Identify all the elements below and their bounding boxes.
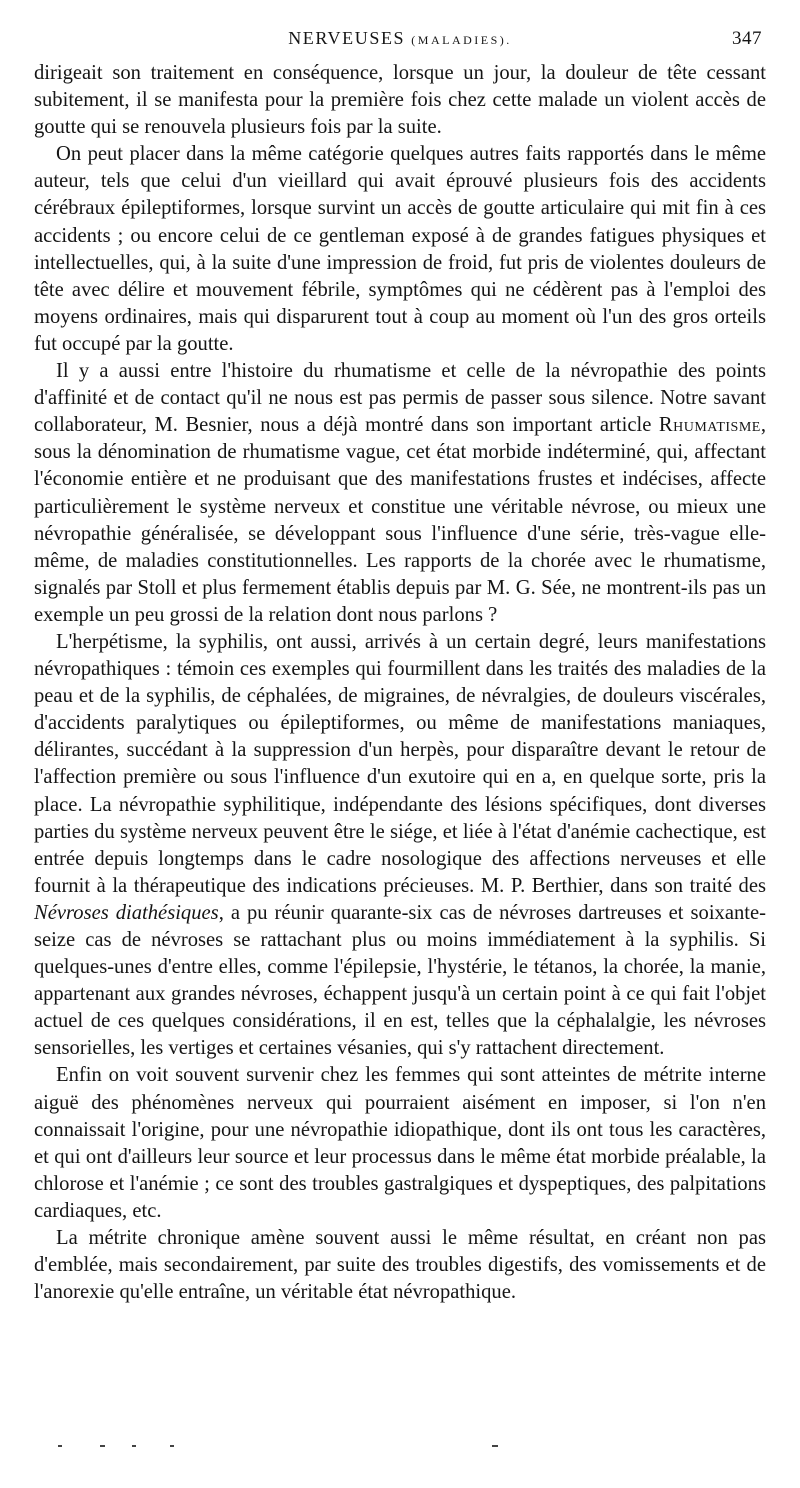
paragraph-text: , a pu réunir quarante-six cas de névroses dartreuses et soixante-seize cas de névroses se rattachant plus ou moins immédiatement à la syphilis. Si quelques-unes d'entre elles, comme l'épilepsie, l'hystérie, le tétanos, la chorée, la manie, appartenant aux grandes névroses, échappent jusqu'à un certain point à ce qui fait l'objet actuel de ces quelques considérations, il en est, telles que la céphalalgie, les névroses sensorielles, les vertiges et certaines vésanies, qui s'y rattachent directement. — [34, 901, 766, 1060]
article-reference: Rhumatisme — [658, 414, 761, 437]
page-number: 347 — [732, 28, 762, 49]
paragraph-text: On peut placer dans la même catégorie quelques autres faits rapportés dans le même auteur, tels que celui d'un vieillard qui avait éprouvé plusieurs fois des accidents cérébraux épileptiformes, lorsque survint un accès de goutte articulaire qui mit fin à ces accidents ; ou encore celui de ce gentleman exposé à de grandes fatigues physiques et intellectuelles, qui, à la suite d'une impression de froid, fut pris de violentes douleurs de tête avec délire et mouvement fébrile, symptômes qui ne cédèrent pas à l'emploi des moyens ordinaires, mais qui disparurent tout à coup au moment où l'un des gros orteils fut occupé par la goutte. — [34, 143, 766, 355]
book-title-italic: Névroses diathésiques — [34, 901, 219, 924]
print-mark — [170, 1445, 174, 1447]
print-mark — [492, 1445, 498, 1447]
running-head-title — [34, 28, 766, 49]
paragraph-continued — [34, 60, 766, 141]
paragraph-goutte — [34, 141, 766, 358]
paragraph-text: L'herpétisme, la syphilis, ont aussi, arrivés à un certain degré, leurs manifestations névropathiques : témoin ces exemples qui fourmillent dans les traités des maladies de la peau et de la syphilis, de céphalées, de migraines, de névralgies, de douleurs viscérales, d'accidents paralytiques ou épileptiformes, ou même de manifestations maniaques, délirantes, succédant à la suppression d'un herpès, pour disparaître devant le retour de l'affection première ou sous l'influence d'un exutoire qui en a, en quelque sorte, pris la place. La névropathie syphilitique, indépendante des lésions spécifiques, dont diverses parties du système nerveux peuvent être le siége, et liée à l'état d'anémie cachectique, est entrée depuis longtemps dans le cadre nosologique des affections nerveuses et elle fournit à la thérapeutique des indications précieuses. M. P. Berthier, dans son traité des — [34, 630, 766, 897]
print-mark — [132, 1445, 136, 1447]
print-mark — [100, 1445, 105, 1447]
paragraph-herpetisme — [34, 629, 766, 1063]
paragraph-text: Il y a aussi entre l'histoire du rhumatisme et celle de la névropathie des points d'affinité et de contact qu'il ne nous est pas permis de passer sous silence. Notre savant collaborateur, M. Besnier, nous a déjà montré dans son important article — [34, 360, 766, 437]
paragraph-metrite-chronique — [34, 1225, 766, 1306]
paragraph-text: dirigeait son traitement en conséquence, lorsque un jour, la douleur de tête cessant subitement, il se manifesta pour la première fois chez cette malade un violent accès de goutte qui se renouvela plusieurs fois par la suite. — [34, 62, 766, 139]
bottom-print-marks — [58, 1442, 518, 1450]
chapter-subtitle: (MALADIES). — [411, 33, 512, 47]
chapter-title: NERVEUSES — [288, 28, 406, 48]
paragraph-text: Enfin on voit souvent survenir chez les femmes qui sont atteintes de métrite interne aiguë des phénomènes nerveux qui pourraient aisément en imposer, si l'on n'en connaissait l'origine, pour une névropathie idiopathique, dont ils ont tous les caractères, et qui ont d'ailleurs leur source et leur processus dans le même état morbide préalable, la chlorose et l'anémie ; ce sont des troubles gastralgiques et dyspeptiques, des palpitations cardiaques, etc. — [34, 1064, 766, 1222]
body-text — [34, 60, 766, 1306]
running-head — [34, 28, 766, 52]
paragraph-rhumatisme — [34, 358, 766, 629]
paragraph-metrite-aigue — [34, 1062, 766, 1225]
print-mark — [58, 1445, 62, 1447]
paragraph-text: La métrite chronique amène souvent aussi le même résultat, en créant non pas d'emblée, mais secondairement, par suite des troubles digestifs, des vomissements et de l'anorexie qu'elle entraîne, un véritable état névropathique. — [34, 1227, 766, 1304]
paragraph-text: , sous la dénomination de rhumatisme vague, cet état morbide indéterminé, qui, affectant l'économie entière et ne produisant que des manifestations frustes et indécises, affecte particulièrement le système nerveux et constitue une véritable névrose, ou mieux une névropathie généralisée, se développant sous l'influence d'une série, très-vague elle-même, de maladies constitutionnelles. Les rapports de la chorée avec le rhumatisme, signalés par Stoll et plus fermement établis depuis par M. G. Sée, ne montrent-ils pas un exemple un peu grossi de la relation dont nous parlons ? — [34, 414, 766, 626]
